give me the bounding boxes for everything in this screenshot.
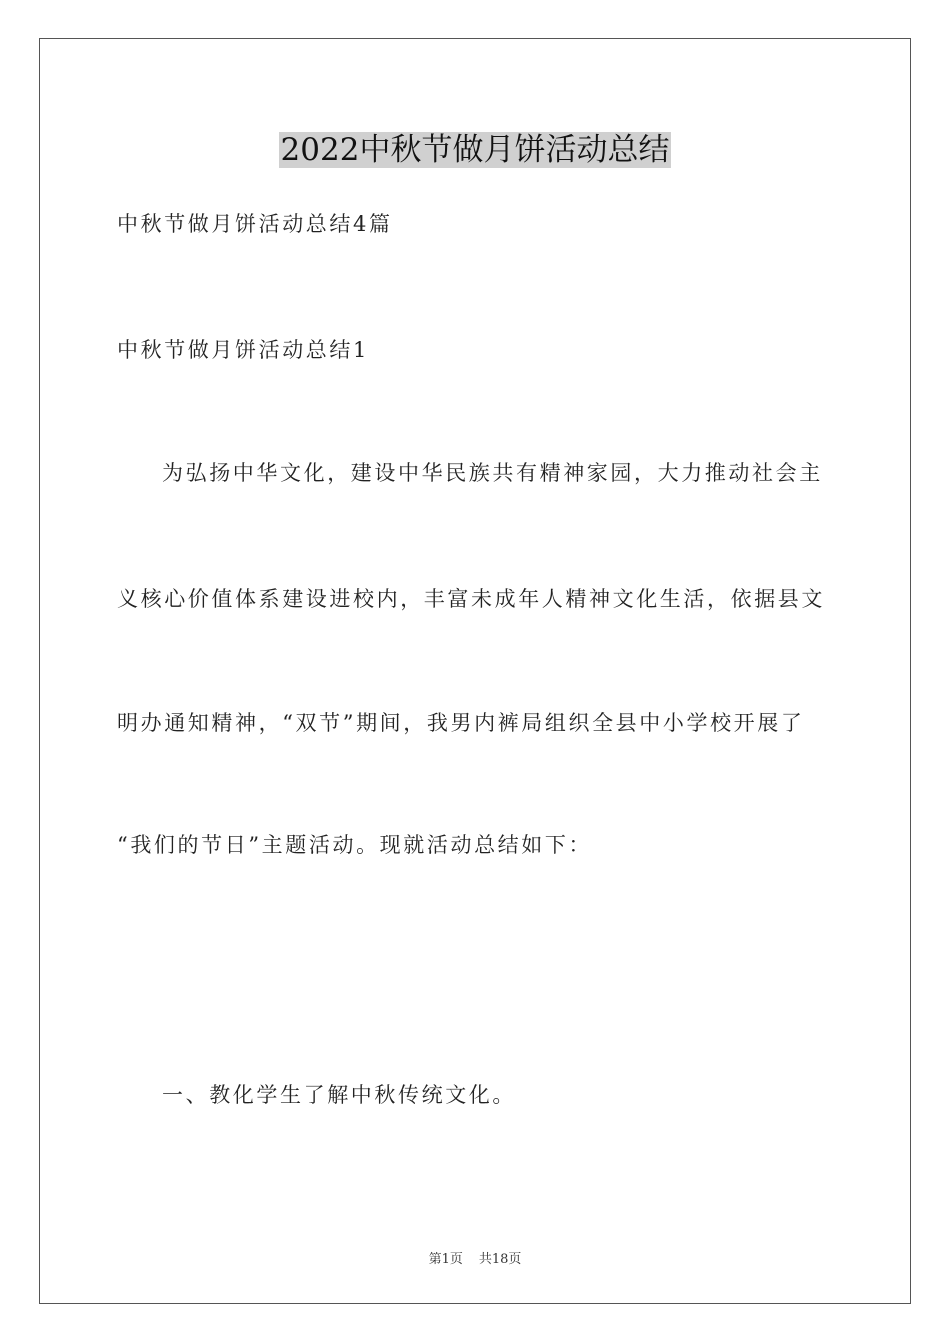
subtitle: 中秋节做月饼活动总结4篇 (117, 212, 393, 236)
document-title (0, 126, 950, 174)
paragraph-line-4: “我们的节日”主题活动。现就活动总结如下： (117, 833, 593, 857)
title-text: 2022中秋节做月饼活动总结 (280, 132, 670, 168)
paragraph-line-1: 为弘扬中华文化，建设中华民族共有精神家园，大力推动社会主 (162, 461, 823, 485)
paragraph-line-3: 明办通知精神，“双节”期间，我男内裤局组织全县中小学校开展了 (117, 711, 805, 735)
section-heading: 中秋节做月饼活动总结1 (117, 338, 369, 362)
page-number: 第1页 (428, 1252, 463, 1267)
point-one-heading: 一、教化学生了解中秋传统文化。 (162, 1083, 516, 1107)
total-pages: 共18页 (478, 1252, 522, 1267)
page-footer (0, 1248, 950, 1267)
paragraph-line-2: 义核心价值体系建设进校内，丰富未成年人精神文化生活，依据县文 (117, 587, 825, 611)
